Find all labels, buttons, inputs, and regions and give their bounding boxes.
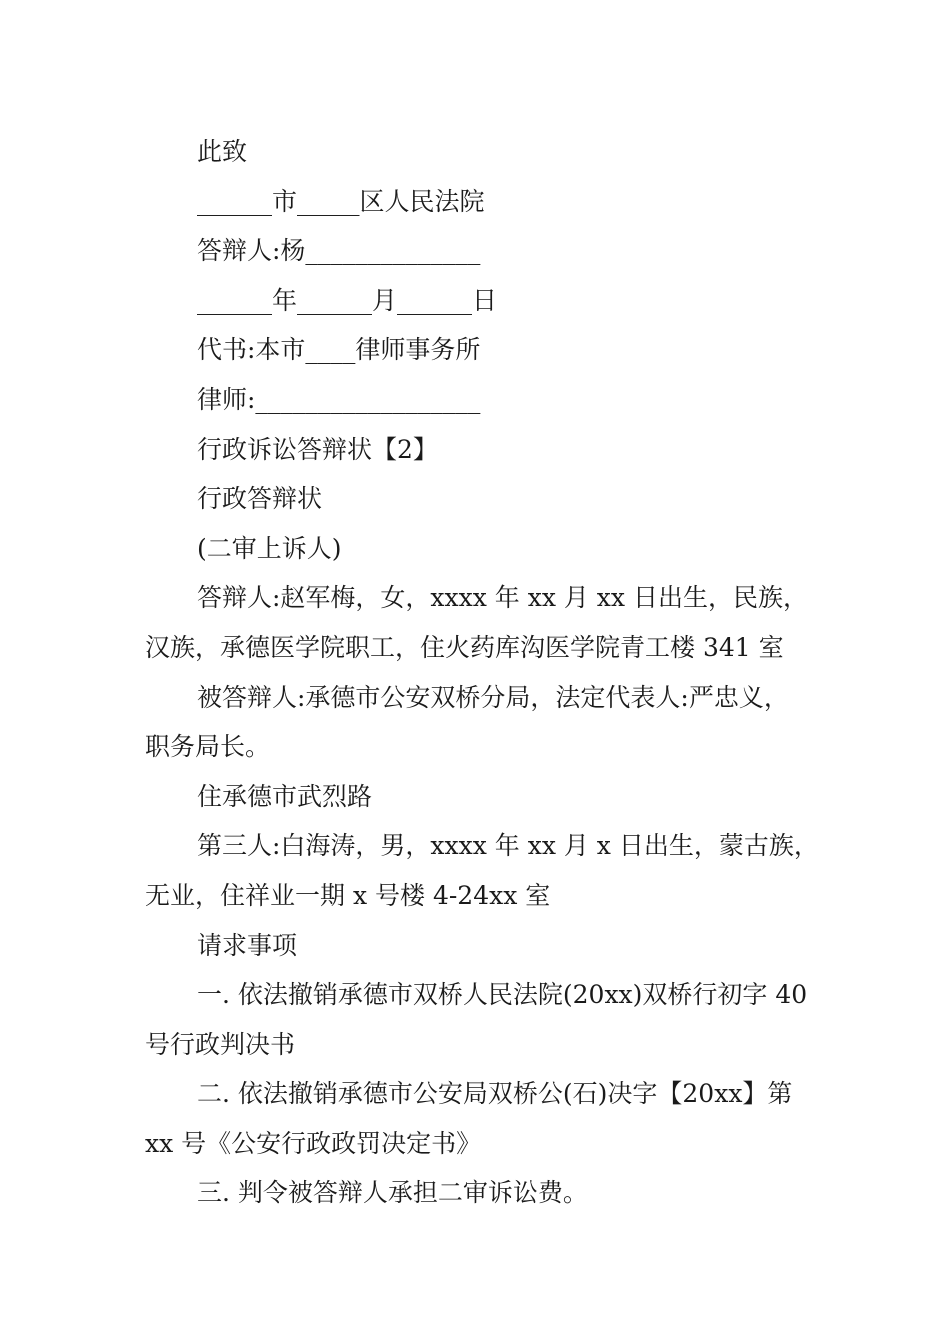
lawyer-line: 律师:__________________ [197,384,481,414]
appellee-address: 住承德市武烈路 [197,781,373,811]
section-heading: 行政诉讼答辩状【2】 [197,434,438,464]
drafter-line: 代书:本市____律师事务所 [197,335,481,365]
third-party-info: 第三人:白海涛，男，xxxx 年 xx 月 x 日出生，蒙古族， [197,831,819,861]
date-line: ______年______月______日 [197,285,498,315]
document-body [145,127,835,1218]
respondent-info: 答辩人:赵军梅，女，xxxx 年 xx 月 xx 日出生，民族， [197,583,808,613]
request-item-1: 一. 依法撤销承德市双桥人民法院(20xx)双桥行初字 40 [197,980,808,1010]
respondent-info-cont: 汉族，承德医学院职工，住火药库沟医学院青工楼 341 室 [145,632,784,662]
request-item-2-cont: xx 号《公安行政政罚决定书》 [145,1128,482,1158]
request-item-1-cont: 号行政判决书 [145,1029,296,1059]
document-title: 行政答辩状 [197,484,323,514]
court-name: ______市_____区人民法院 [197,186,485,216]
respondent-signature: 答辩人:杨______________ [197,236,481,266]
request-item-2: 二. 依法撤销承德市公安局双桥公(石)决字【20xx】第 [197,1079,793,1109]
appellee-info: 被答辩人:承德市公安双桥分局，法定代表人:严忠义， [197,682,789,712]
appellee-info-cont: 职务局长。 [145,732,271,762]
third-party-info-cont: 无业，住祥业一期 x 号楼 4-24xx 室 [145,880,551,910]
salutation: 此致 [197,137,248,166]
requests-heading: 请求事项 [197,930,298,960]
document-subtitle: (二审上诉人) [197,533,342,563]
request-item-3: 三. 判令被答辩人承担二审诉讼费。 [197,1178,588,1208]
